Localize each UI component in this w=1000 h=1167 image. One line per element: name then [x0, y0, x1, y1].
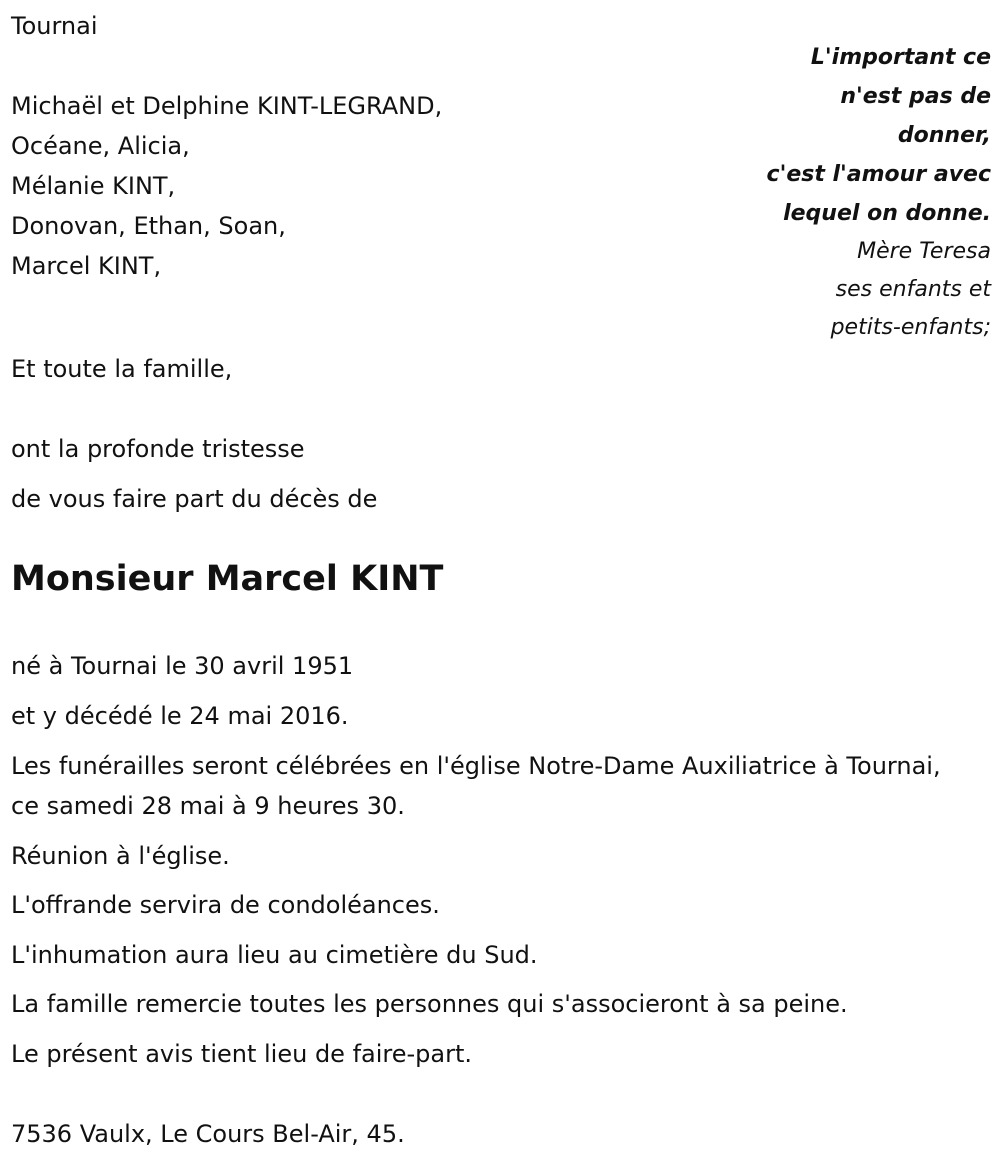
- notice-line: Le présent avis tient lieu de faire-part.: [11, 1040, 473, 1068]
- city-label: Tournai: [11, 12, 98, 40]
- family-member-line: Océane, Alicia,: [11, 132, 190, 160]
- announcement-line: ont la profonde tristesse: [11, 435, 305, 463]
- family-member-line: Donovan, Ethan, Soan,: [11, 212, 286, 240]
- signature-line: petits-enfants;: [830, 315, 991, 340]
- quote-line: lequel on donne.: [783, 201, 991, 226]
- burial-line: L'inhumation aura lieu au cimetière du Sud.: [11, 941, 538, 969]
- deceased-name: Monsieur Marcel KINT: [11, 559, 444, 599]
- announcement-line: de vous faire part du décès de: [11, 485, 378, 513]
- meeting-line: Réunion à l'église.: [11, 842, 230, 870]
- quote-author: Mère Teresa: [857, 239, 991, 264]
- quote-line: n'est pas de: [840, 84, 991, 109]
- address-line: 7536 Vaulx, Le Cours Bel-Air, 45.: [11, 1120, 405, 1148]
- funeral-paragraph: Les funérailles seront célébrées en l'église Notre-Dame Auxiliatrice à Tournai, ce samedi 28 mai à 9 heures 30.: [11, 752, 941, 820]
- family-member-line: Marcel KINT,: [11, 252, 162, 280]
- quote-block: [691, 38, 991, 347]
- signature-line: ses enfants et: [835, 277, 991, 302]
- thanks-line: La famille remercie toutes les personnes qui s'associeront à sa peine.: [11, 990, 848, 1018]
- family-member-line: Michaël et Delphine KINT-LEGRAND,: [11, 92, 443, 120]
- family-member-line: Mélanie KINT,: [11, 172, 176, 200]
- extended-family-line: Et toute la famille,: [11, 355, 233, 383]
- birth-line: né à Tournai le 30 avril 1951: [11, 652, 354, 680]
- death-line: et y décédé le 24 mai 2016.: [11, 702, 349, 730]
- quote-line: L'important ce: [810, 45, 991, 70]
- quote-line: c'est l'amour avec: [766, 162, 991, 187]
- offering-line: L'offrande servira de condoléances.: [11, 891, 440, 919]
- quote-line: donner,: [897, 123, 991, 148]
